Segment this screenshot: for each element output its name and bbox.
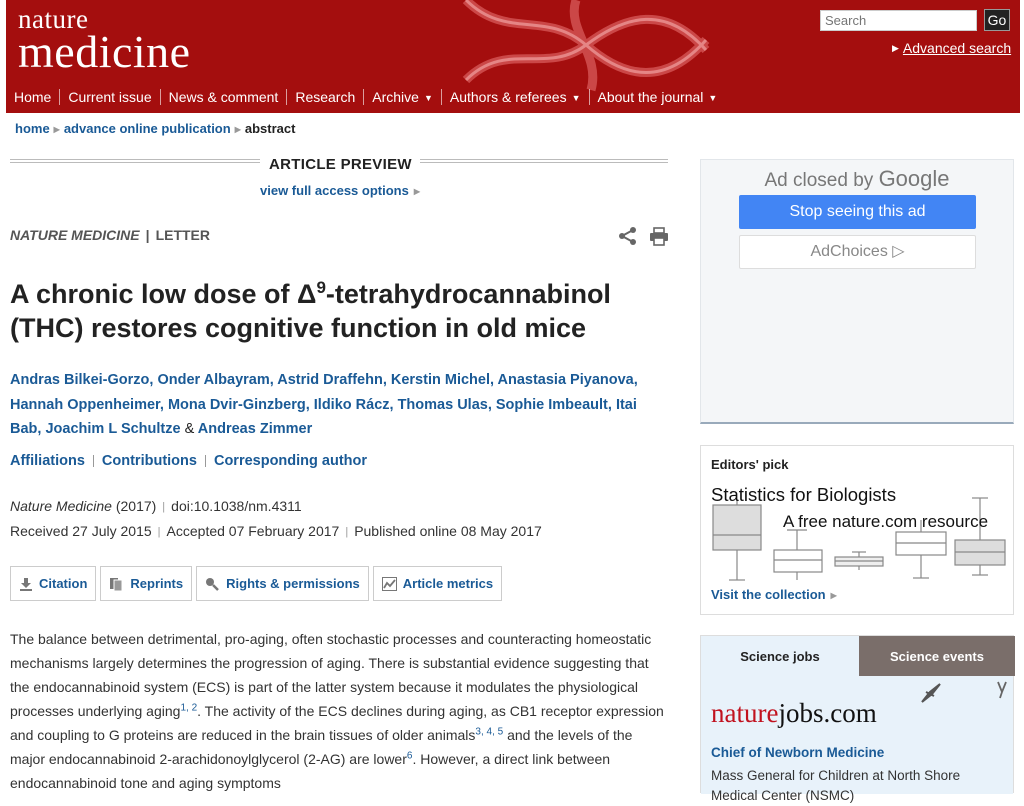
site-header [6,0,1020,113]
title-part-2: -tetrahydrocannabinol (THC) restores cognitive function in old mice [10,279,611,343]
nav-archive-label: Archive [372,89,419,105]
adchoices-button[interactable]: AdChoices ▷ [739,235,976,269]
editors-pick-subtitle: A free nature.com resource [783,512,989,531]
metrics-label: Article metrics [402,576,494,591]
reference-link[interactable]: 3, 4, 5 [475,726,504,738]
article-title [10,271,670,345]
ad-closed-text [701,166,1013,192]
jobs-panel [700,635,1014,803]
ad-closed-by: Ad closed by [764,170,874,191]
divider: | [145,227,150,243]
divider [93,455,94,467]
rights-permissions-button[interactable] [196,566,369,601]
search-input[interactable] [820,10,977,31]
accepted-label: Accepted [166,523,225,539]
received-label: Received [10,523,69,539]
abstract-part: and the levels of the major endocannabinoid 2-arachidonoylglycerol (2-AG) are lower [10,727,633,767]
swallow-icon [916,678,1011,706]
logo-line-1: nature [18,4,89,34]
author-link[interactable]: Onder Albayram [157,372,270,388]
breadcrumb-home[interactable]: home [15,121,50,136]
editors-pick-title[interactable]: Statistics for Biologists [711,484,897,505]
article-type: LETTER [155,227,211,243]
journal-type-line [10,227,210,243]
abstract-part: The balance between detrimental, pro-aging, often stochastic processes and counteracting homeostatic mechanisms largely determines the progression of aging. There is substantial evidence suggesting that the endocannabinoid system (ECS) is part of the latter system because it modulates the physiological processes underlying aging [10,631,652,719]
author-link[interactable]: Sophie Imbeault [495,396,608,413]
tab-science-jobs[interactable]: Science jobs [701,636,859,676]
nav-current-issue[interactable]: Current issue [68,89,152,105]
ad-panel [700,159,1014,424]
triangle-right-icon: ▶ [53,125,60,134]
doi: doi:10.1038/nm.4311 [171,498,302,514]
publication-year: (2017) [115,498,157,514]
reprints-button[interactable] [100,566,192,601]
nav-authors-label: Authors & referees [449,89,567,105]
author-link[interactable]: Andras Bilkei-Gorzo [10,372,150,388]
nature-medicine-logo[interactable] [18,4,191,77]
nav-about-journal[interactable] [590,89,726,105]
breadcrumb-aop[interactable]: advance online publication [63,121,231,136]
author-link[interactable]: Ildiko Rácz [313,396,390,413]
chevron-down-icon: ▼ [423,93,433,103]
document-icon [109,577,124,591]
nav-about-label: About the journal [597,89,704,105]
article-metrics-button[interactable] [373,566,502,601]
divider: | [345,526,349,538]
triangle-right-icon: ▶ [234,125,241,134]
editors-pick-heading: Editors' pick [711,457,789,472]
job-title-link[interactable]: Chief of Newborn Medicine [711,745,885,760]
nav-home[interactable]: Home [14,89,52,105]
chevron-down-icon: ▼ [571,93,581,103]
triangle-right-icon: ▶ [413,187,420,196]
rights-label: Rights & permissions [226,576,360,591]
citation-button[interactable] [10,566,96,601]
jobs-body [701,676,1013,803]
reference-link[interactable]: 1, 2 [180,702,198,714]
triangle-right-icon: ▶ [892,43,899,53]
breadcrumb-current: abstract [244,121,296,136]
search-go-button[interactable]: Go [984,9,1010,31]
stop-seeing-ad-button[interactable]: Stop seeing this ad [739,195,976,229]
author-link[interactable]: Andreas Zimmer [197,421,313,437]
citation-label: Citation [39,576,88,591]
corresponding-author-link[interactable]: Corresponding author [213,453,368,469]
divider [205,455,206,467]
author-link[interactable]: Hannah Oppenheimer [10,396,160,413]
nav-research[interactable]: Research [295,89,356,105]
received-date: 27 July 2015 [72,523,152,539]
share-icon[interactable] [618,226,638,246]
breadcrumb [15,121,295,136]
naturejobs-logo-black: jobs.com [778,698,877,728]
nav-news-comment[interactable]: News & comment [168,89,279,105]
journal-citation-name: Nature Medicine [10,498,112,514]
access-link-label: view full access options [260,183,409,198]
reprints-label: Reprints [130,576,184,591]
affiliations-link[interactable]: Affiliations [10,453,85,469]
search-key-icon [205,577,220,591]
article-preview-label: ARTICLE PREVIEW [269,156,412,173]
reference-link[interactable]: 6 [406,750,413,762]
google-logo: Google [878,166,950,191]
author-link[interactable]: Kerstin Michel [390,372,490,388]
abstract-part: . The activity of the ECS declines during aging, as CB1 receptor expression and coupling to G proteins are reduced in the brain tissues of older animals [10,703,664,743]
published-date: 08 May 2017 [460,523,542,539]
contributions-link[interactable]: Contributions [101,453,197,469]
visit-collection-link[interactable] [711,587,837,602]
chevron-down-icon: ▼ [708,93,718,103]
author-link[interactable]: Astrid Draffehn [277,372,383,388]
metrics-icon [382,577,397,591]
citation-line [10,498,302,514]
author-list: Andras Bilkei-Gorzo, Onder Albayram, Astrid Draffehn, Kerstin Michel, Anastasia Piyanova, Hannah Oppenheimer, Mona Dvir-Ginzberg, Ildiko Rácz, Thomas Ulas, Sophie Imbeault, Itai Bab, Joachim L Schultze & Andreas Zimmer [10,372,638,437]
triangle-right-icon: ▶ [830,591,837,600]
visit-collection-label: Visit the collection [711,587,826,602]
naturejobs-logo[interactable] [711,698,877,729]
dna-helix-decoration [426,0,746,90]
advanced-search-label: Advanced search [902,40,1012,56]
journal-name: NATURE MEDICINE [10,227,140,243]
title-superscript: 9 [316,278,326,297]
job-organization: Mass General for Children at North Shore Medical Center (NSMC) [711,768,961,803]
abstract-part: . However, a direct link between endocannabinoid tone and aging symptoms [10,751,611,791]
divider: | [162,501,166,513]
author-link[interactable]: Anastasia Piyanova [497,372,634,388]
divider: | [157,526,161,538]
dates-line [10,523,542,539]
title-part-1: A chronic low dose of Δ [10,279,317,309]
nav-authors-referees[interactable] [442,89,589,105]
naturejobs-logo-red: nature [711,698,779,728]
view-access-options-link[interactable] [260,183,420,198]
tab-science-events[interactable]: Science events [859,636,1015,676]
author-link[interactable]: Mona Dvir-Ginzberg [167,396,306,413]
main-nav [6,86,725,108]
print-icon[interactable] [649,227,669,246]
accepted-date: 07 February 2017 [228,523,340,539]
download-icon [19,577,33,591]
author-info-links [10,453,367,469]
logo-line-2: medicine [18,26,191,77]
advanced-search-link[interactable] [892,40,1011,56]
author-link[interactable]: Joachim L Schultze [45,421,181,437]
editors-pick-panel [700,445,1014,615]
published-label: Published online [354,523,457,539]
abstract-text [10,627,670,795]
article-tools [10,566,506,601]
author-link[interactable]: Thomas Ulas [397,396,488,413]
preview-rule-right [420,159,668,163]
author-and: & [184,421,195,437]
nav-archive[interactable] [364,89,441,105]
preview-rule-left [10,159,260,163]
author-link[interactable]: Itai Bab [10,396,637,437]
